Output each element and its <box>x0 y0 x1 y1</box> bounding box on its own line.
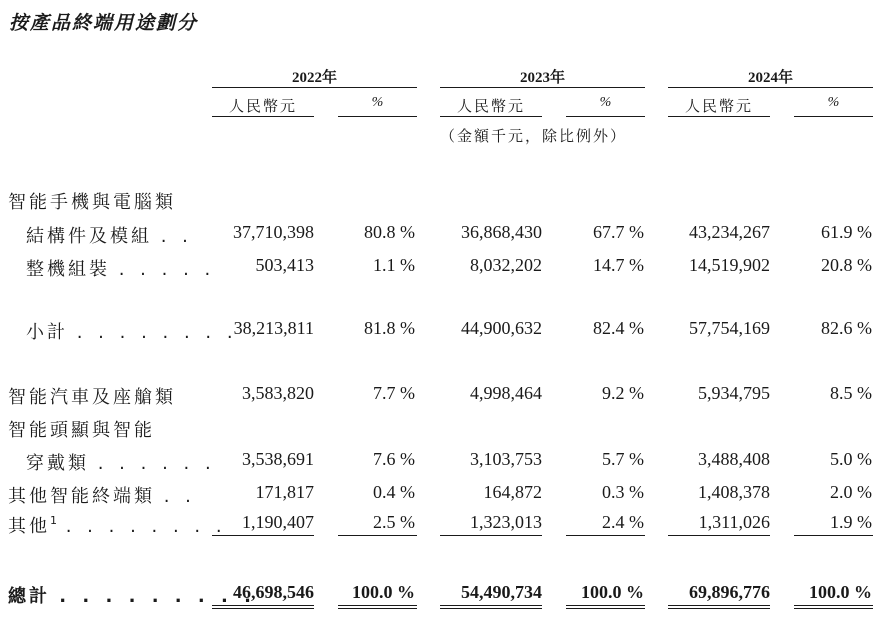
cell-wearable-2023-pct: 5.7 % <box>602 449 644 469</box>
col-underline <box>338 116 417 117</box>
cell-subtotal-2024-pct: 82.6 % <box>821 318 872 338</box>
total-double-rule <box>338 605 417 606</box>
cell-total-2024-amount: 69,896,776 <box>689 582 770 602</box>
col-underline <box>668 116 770 117</box>
row-label-wearable: 穿戴類 . . . . . . <box>26 453 216 474</box>
cell-wearable-2022-amount: 3,538,691 <box>242 449 314 469</box>
cell-assembly-2024-amount: 14,519,902 <box>689 255 770 275</box>
cell-other-terminal-2023-pct: 0.3 % <box>602 482 644 502</box>
cell-subtotal-2022-amount: 38,213,811 <box>233 318 314 338</box>
row-label-subtotal: 小計 . . . . . . . . <box>26 322 238 343</box>
col-header-pct-2023: % <box>599 95 612 110</box>
cell-total-2023-pct: 100.0 % <box>581 582 644 602</box>
cell-auto-2024-amount: 5,934,795 <box>698 383 770 403</box>
col-header-amount-2024: 人民幣元 <box>684 97 753 115</box>
col-header-pct-2024: % <box>827 95 840 110</box>
cell-assembly-2022-amount: 503,413 <box>255 255 314 275</box>
total-double-rule <box>440 605 542 606</box>
cell-structural-2023-pct: 67.7 % <box>593 222 644 242</box>
cell-auto-2023-pct: 9.2 % <box>602 383 644 403</box>
cell-subtotal-2024-amount: 57,754,169 <box>689 318 770 338</box>
total-double-rule <box>566 605 645 606</box>
total-double-rule <box>440 608 542 609</box>
cell-structural-2024-pct: 61.9 % <box>821 222 872 242</box>
section-smartphone-heading: 智能手機與電腦類 <box>8 192 176 213</box>
cell-auto-2024-pct: 8.5 % <box>830 383 872 403</box>
row-label-total: 總計 . . . . . . . . . <box>8 586 256 607</box>
cell-wearable-2022-pct: 7.6 % <box>373 449 415 469</box>
cell-auto-2022-pct: 7.7 % <box>373 383 415 403</box>
subtotal-rule <box>566 535 645 536</box>
total-double-rule <box>212 605 314 606</box>
row-label-other-terminal: 其他智能終端類 . . <box>8 486 196 507</box>
cell-total-2022-pct: 100.0 % <box>352 582 415 602</box>
cell-assembly-2022-pct: 1.1 % <box>373 255 415 275</box>
total-double-rule <box>794 608 873 609</box>
cell-total-2024-pct: 100.0 % <box>809 582 872 602</box>
col-underline <box>794 116 873 117</box>
subtotal-rule <box>440 535 542 536</box>
unit-note: （金額千元，除比例外） <box>440 127 628 145</box>
year-header-2023: 2023年 <box>519 70 565 86</box>
year-underline-2022 <box>212 87 417 88</box>
cell-wearable-2024-pct: 5.0 % <box>830 449 872 469</box>
footnote-marker: 1 <box>50 514 57 527</box>
subtotal-rule <box>338 535 417 536</box>
cell-structural-2022-amount: 37,710,398 <box>233 222 314 242</box>
col-underline <box>212 116 314 117</box>
table-title: 按產品終端用途劃分 <box>9 12 199 34</box>
cell-other-terminal-2022-pct: 0.4 % <box>373 482 415 502</box>
cell-auto-2022-amount: 3,583,820 <box>242 383 314 403</box>
cell-total-2023-amount: 54,490,734 <box>461 582 542 602</box>
col-underline <box>440 116 542 117</box>
cell-assembly-2023-pct: 14.7 % <box>593 255 644 275</box>
row-label-assembly: 整機組裝 . . . . . <box>26 259 216 280</box>
cell-structural-2024-amount: 43,234,267 <box>689 222 770 242</box>
cell-structural-2023-amount: 36,868,430 <box>461 222 542 242</box>
cell-other-terminal-2024-pct: 2.0 % <box>830 482 872 502</box>
year-header-2022: 2022年 <box>291 70 337 86</box>
cell-auto-2023-amount: 4,998,464 <box>470 383 542 403</box>
total-double-rule <box>338 608 417 609</box>
cell-other-terminal-2022-amount: 171,817 <box>255 482 314 502</box>
cell-assembly-2023-amount: 8,032,202 <box>470 255 542 275</box>
cell-subtotal-2022-pct: 81.8 % <box>364 318 415 338</box>
cell-wearable-2023-amount: 3,103,753 <box>470 449 542 469</box>
col-underline <box>566 116 645 117</box>
section-smart-head-heading: 智能頭顯與智能 <box>8 420 155 441</box>
cell-assembly-2024-pct: 20.8 % <box>821 255 872 275</box>
row-label-structural: 結構件及模組 . . <box>26 226 193 247</box>
year-underline-2023 <box>440 87 645 88</box>
cell-other-2022-amount: 1,190,407 <box>242 512 314 532</box>
subtotal-rule <box>668 535 770 536</box>
total-double-rule <box>566 608 645 609</box>
col-header-amount-2023: 人民幣元 <box>456 97 525 115</box>
total-double-rule <box>668 605 770 606</box>
cell-subtotal-2023-amount: 44,900,632 <box>461 318 542 338</box>
cell-other-terminal-2023-amount: 164,872 <box>483 482 542 502</box>
cell-other-2023-pct: 2.4 % <box>602 512 644 532</box>
row-label-auto: 智能汽車及座艙類 <box>8 387 176 408</box>
cell-other-2024-amount: 1,311,026 <box>698 512 770 532</box>
cell-other-2022-pct: 2.5 % <box>373 512 415 532</box>
total-double-rule <box>668 608 770 609</box>
total-double-rule <box>212 608 314 609</box>
subtotal-rule <box>212 535 314 536</box>
cell-subtotal-2023-pct: 82.4 % <box>593 318 644 338</box>
cell-total-2022-amount: 46,698,546 <box>233 582 314 602</box>
col-header-pct-2022: % <box>371 95 384 110</box>
cell-other-terminal-2024-amount: 1,408,378 <box>698 482 770 502</box>
subtotal-rule <box>794 535 873 536</box>
cell-other-2023-amount: 1,323,013 <box>470 512 542 532</box>
total-double-rule <box>794 605 873 606</box>
cell-structural-2022-pct: 80.8 % <box>364 222 415 242</box>
cell-wearable-2024-amount: 3,488,408 <box>698 449 770 469</box>
year-underline-2024 <box>668 87 873 88</box>
row-label-other: 其他$^1$ . . . . . . . . <box>8 514 227 537</box>
cell-other-2024-pct: 1.9 % <box>830 512 872 532</box>
year-header-2024: 2024年 <box>747 70 793 86</box>
col-header-amount-2022: 人民幣元 <box>228 97 297 115</box>
